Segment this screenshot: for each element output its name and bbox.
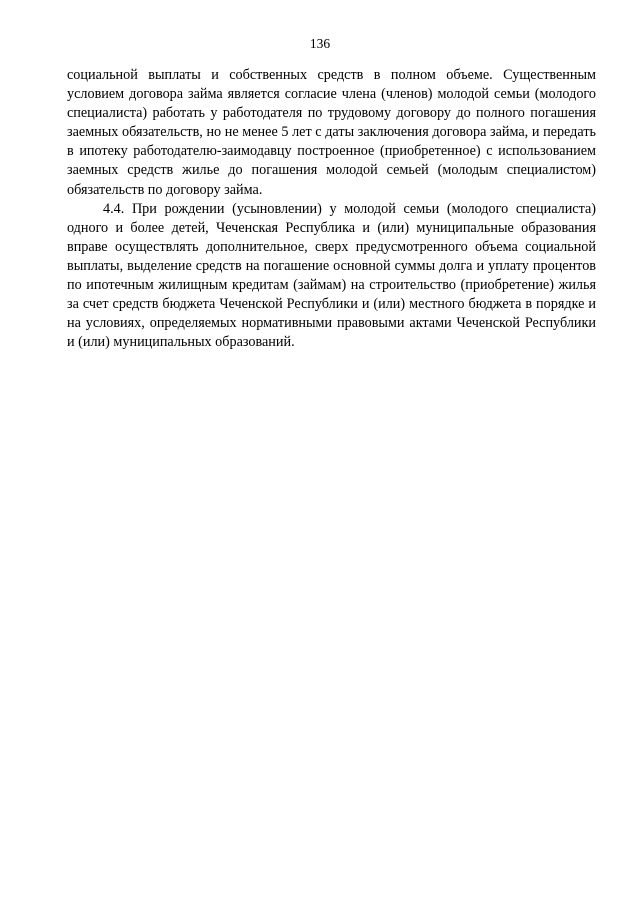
page-number: 136	[309, 36, 331, 51]
paragraph-4-4: 4.4. При рождении (усыновлении) у молодой семьи (молодого специалиста) одного и более детей, Чеченская Республика и (или) муниципальные образования вправе осуществлять дополнительное, сверх предусмотренного объема социальной выплаты, выделение средств на погашение основной суммы долга и уплату процентов по ипотечным жилищным кредитам (займам) на строительство (приобретение) жилья за счет средств бюджета Чеченской Республики и (или) местного бюджета в порядке и на условиях, определяемых нормативными правовыми актами Чеченской Республики и (или) муниципальных образований.	[67, 200, 596, 351]
document-body	[67, 66, 596, 352]
paragraph-continuation: социальной выплаты и собственных средств в полном объеме. Существенным условием договора займа является согласие члена (членов) молодой семьи (молодого специалиста) работать у работодателя по трудовому договору до полного погашения заемных обязательств, но не менее 5 лет с даты заключения договора займа, и передать в ипотеку работодателю-заимодавцу построенное (приобретенное) с использованием заемных средств жилье до погашения молодой семьей (молодым специалистом) обязательств по договору займа.	[67, 67, 596, 198]
